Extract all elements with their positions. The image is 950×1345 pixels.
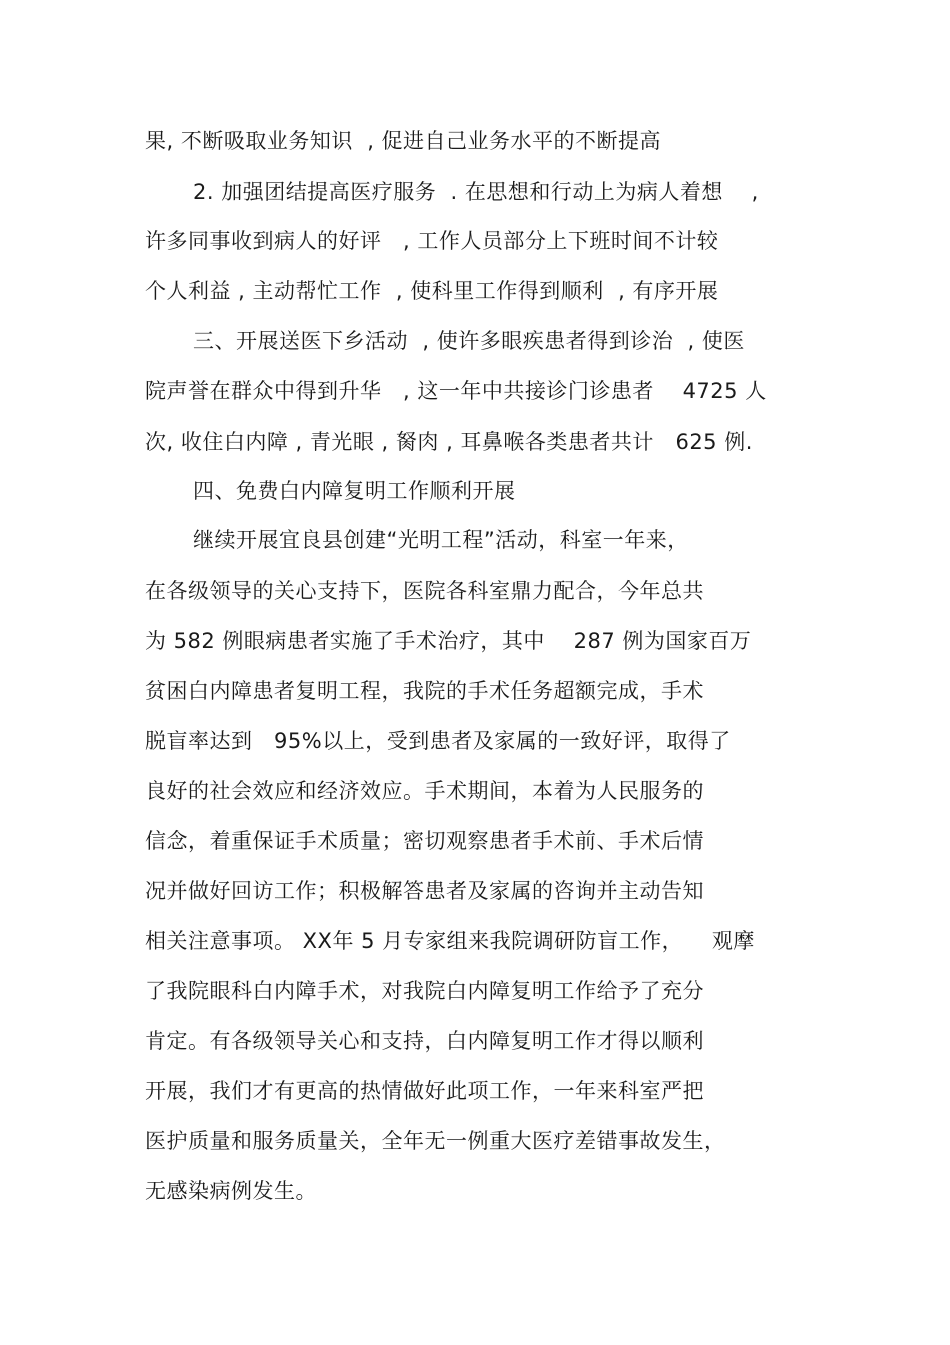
- text-line: 继续开展宜良县创建“光明工程”活动，科室一年来，: [193, 528, 689, 552]
- text-line: 相关注意事项。 XX年 5 月专家组来我院调研防盲工作， 观摩: [145, 929, 755, 953]
- text-line: 个人利益 , 主动帮忙工作 , 使科里工作得到顺利 , 有序开展: [145, 279, 719, 303]
- text-line: 为 582 例眼病患者实施了手术治疗，其中 287 例为国家百万: [145, 629, 752, 653]
- text-line: 信念，着重保证手术质量；密切观察患者手术前、手术后情: [145, 829, 704, 853]
- text-line: 肯定。有各级领导关心和支持，白内障复明工作才得以顺利: [145, 1029, 704, 1053]
- text-line: 院声誉在群众中得到升华 , 这一年中共接诊门诊患者 4725 人: [145, 379, 767, 403]
- text-line: 了我院眼科白内障手术，对我院白内障复明工作给予了充分: [145, 979, 704, 1003]
- text-line: 无感染病例发生。: [145, 1179, 317, 1203]
- text-line: 果, 不断吸取业务知识 , 促进自己业务水平的不断提高: [145, 129, 662, 153]
- text-line: 许多同事收到病人的好评 , 工作人员部分上下班时间不计较: [145, 229, 719, 253]
- text-line: 三、开展送医下乡活动 , 使许多眼疾患者得到诊治 , 使医: [193, 329, 745, 353]
- text-line: 开展，我们才有更高的热情做好此项工作，一年来科室严把: [145, 1079, 704, 1103]
- text-line: 在各级领导的关心支持下，医院各科室鼎力配合，今年总共: [145, 579, 704, 603]
- text-line: 医护质量和服务质量关，全年无一例重大医疗差错事故发生，: [145, 1129, 726, 1153]
- text-line: 脱盲率达到 95%以上，受到患者及家属的一致好评，取得了: [145, 729, 731, 753]
- text-line: 况并做好回访工作；积极解答患者及家属的咨询并主动告知: [145, 879, 704, 903]
- text-line: 2. 加强团结提高医疗服务 . 在思想和行动上为病人着想 ,: [193, 180, 759, 204]
- text-line: 贫困白内障患者复明工程，我院的手术任务超额完成，手术: [145, 679, 704, 703]
- text-line: 次, 收住白内障 , 青光眼 , 胬肉 , 耳鼻喉各类患者共计 625 例.: [145, 430, 753, 454]
- section-heading: 四、免费白内障复明工作顺利开展: [193, 479, 516, 503]
- text-line: 良好的社会效应和经济效应。手术期间，本着为人民服务的: [145, 779, 704, 803]
